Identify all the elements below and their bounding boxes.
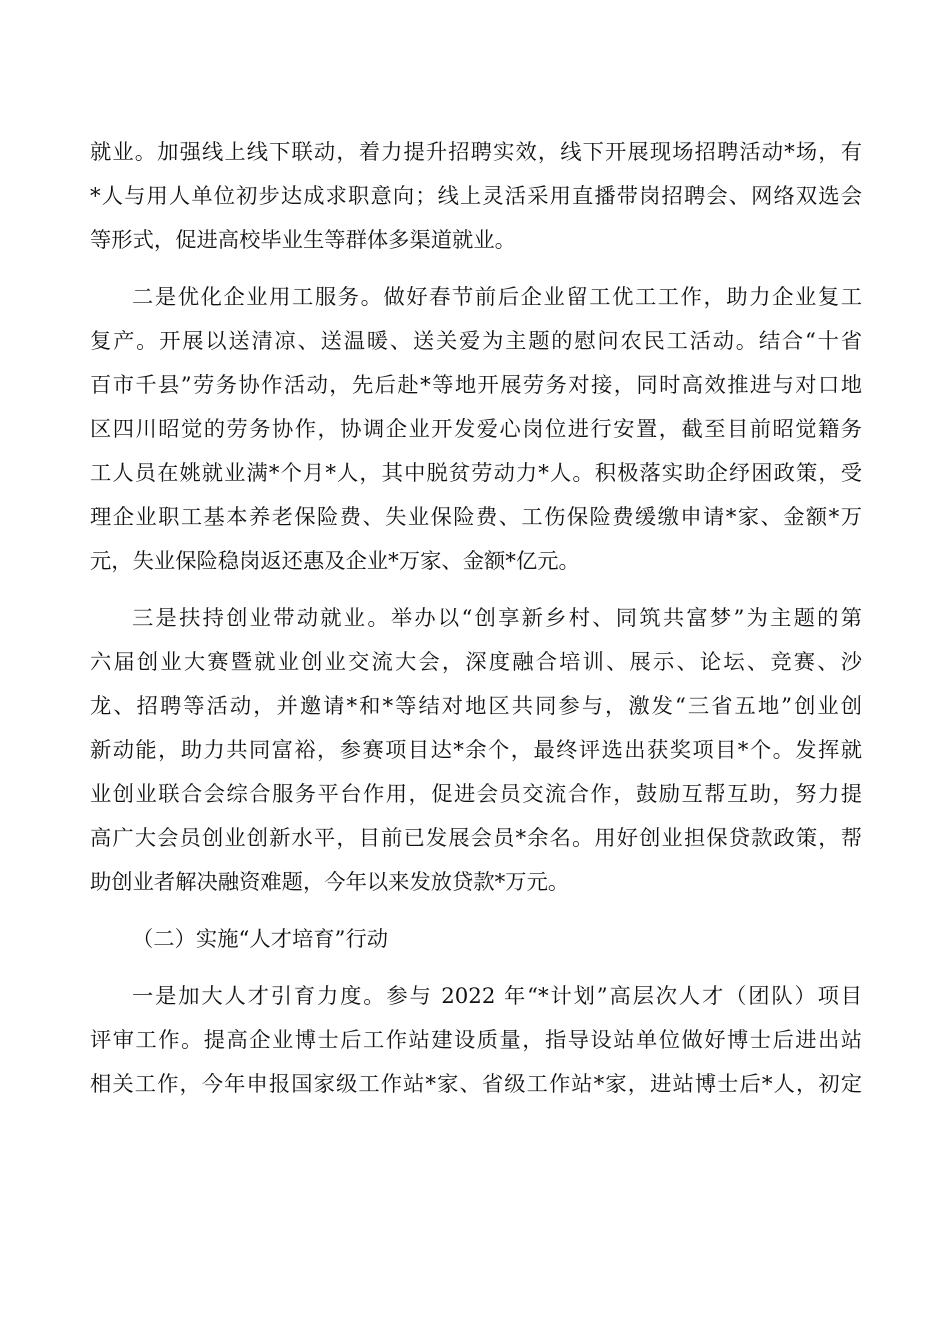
text-line: 百市千县”劳务协作活动，先后赴*等地开展劳务对接，同时高效推进与对口地 — [90, 373, 862, 398]
text-line: 区四川昭觉的劳务协作，协调企业开发爱心岗位进行安置，截至目前昭觉籍务 — [90, 417, 862, 442]
text-line: 业创业联合会综合服务平台作用，促进会员交流合作，鼓励互帮互助，努力提 — [90, 782, 862, 807]
text-line: 复产。开展以送清凉、送温暖、送关爱为主题的慰问农民工活动。结合“十省 — [90, 329, 862, 354]
text-line: 二是优化企业用工服务。做好春节前后企业留工优工工作，助力企业复工 — [132, 285, 862, 310]
text-line: 助创业者解决融资难题，今年以来发放贷款*万元。 — [90, 870, 570, 895]
text-line: 龙、招聘等活动，并邀请*和*等结对地区共同参与，激发“三省五地”创业创 — [90, 694, 862, 719]
text-line: 评审工作。提高企业博士后工作站建设质量，指导设站单位做好博士后进出站 — [90, 1028, 862, 1053]
text-line: 等形式，促进高校毕业生等群体多渠道就业。 — [90, 228, 516, 253]
para-employment-online-offline — [90, 131, 862, 263]
section-heading-text: （二）实施“人才培育”行动 — [132, 927, 389, 952]
text-line: 三是扶持创业带动就业。举办以“创享新乡村、同筑共富梦”为主题的第 — [132, 606, 862, 631]
text-line: 六届创业大赛暨就业创业交流大会，深度融合培训、展示、论坛、竞赛、沙 — [90, 650, 862, 675]
section-heading-talent — [90, 918, 862, 962]
text-line: 元，失业保险稳岗返还惠及企业*万家、金额*亿元。 — [90, 549, 580, 574]
text-line: 就业。加强线上线下联动，着力提升招聘实效，线下开展现场招聘活动*场，有 — [90, 140, 862, 165]
para-enterprise-labor-service — [90, 276, 862, 584]
text-line: 相关工作，今年申报国家级工作站*家、省级工作站*家，进站博士后*人，初定 — [90, 1072, 862, 1097]
text-line: 高广大会员创业创新水平，目前已发展会员*余名。用好创业担保贷款政策，帮 — [90, 826, 862, 851]
text-line: 一是加大人才引育力度。参与 2022 年“*计划”高层次人才（团队）项目 — [132, 984, 862, 1009]
para-talent-introduction — [90, 975, 862, 1107]
para-entrepreneurship — [90, 597, 862, 905]
document-page — [90, 131, 862, 1120]
text-line: 新动能，助力共同富裕，参赛项目达*余个，最终评选出获奖项目*个。发挥就 — [90, 738, 862, 763]
text-line: *人与用人单位初步达成求职意向；线上灵活采用直播带岗招聘会、网络双选会 — [90, 184, 862, 209]
text-line: 理企业职工基本养老保险费、失业保险费、工伤保险费缓缴申请*家、金额*万 — [90, 505, 862, 530]
text-line: 工人员在姚就业满*个月*人，其中脱贫劳动力*人。积极落实助企纾困政策，受 — [90, 461, 862, 486]
